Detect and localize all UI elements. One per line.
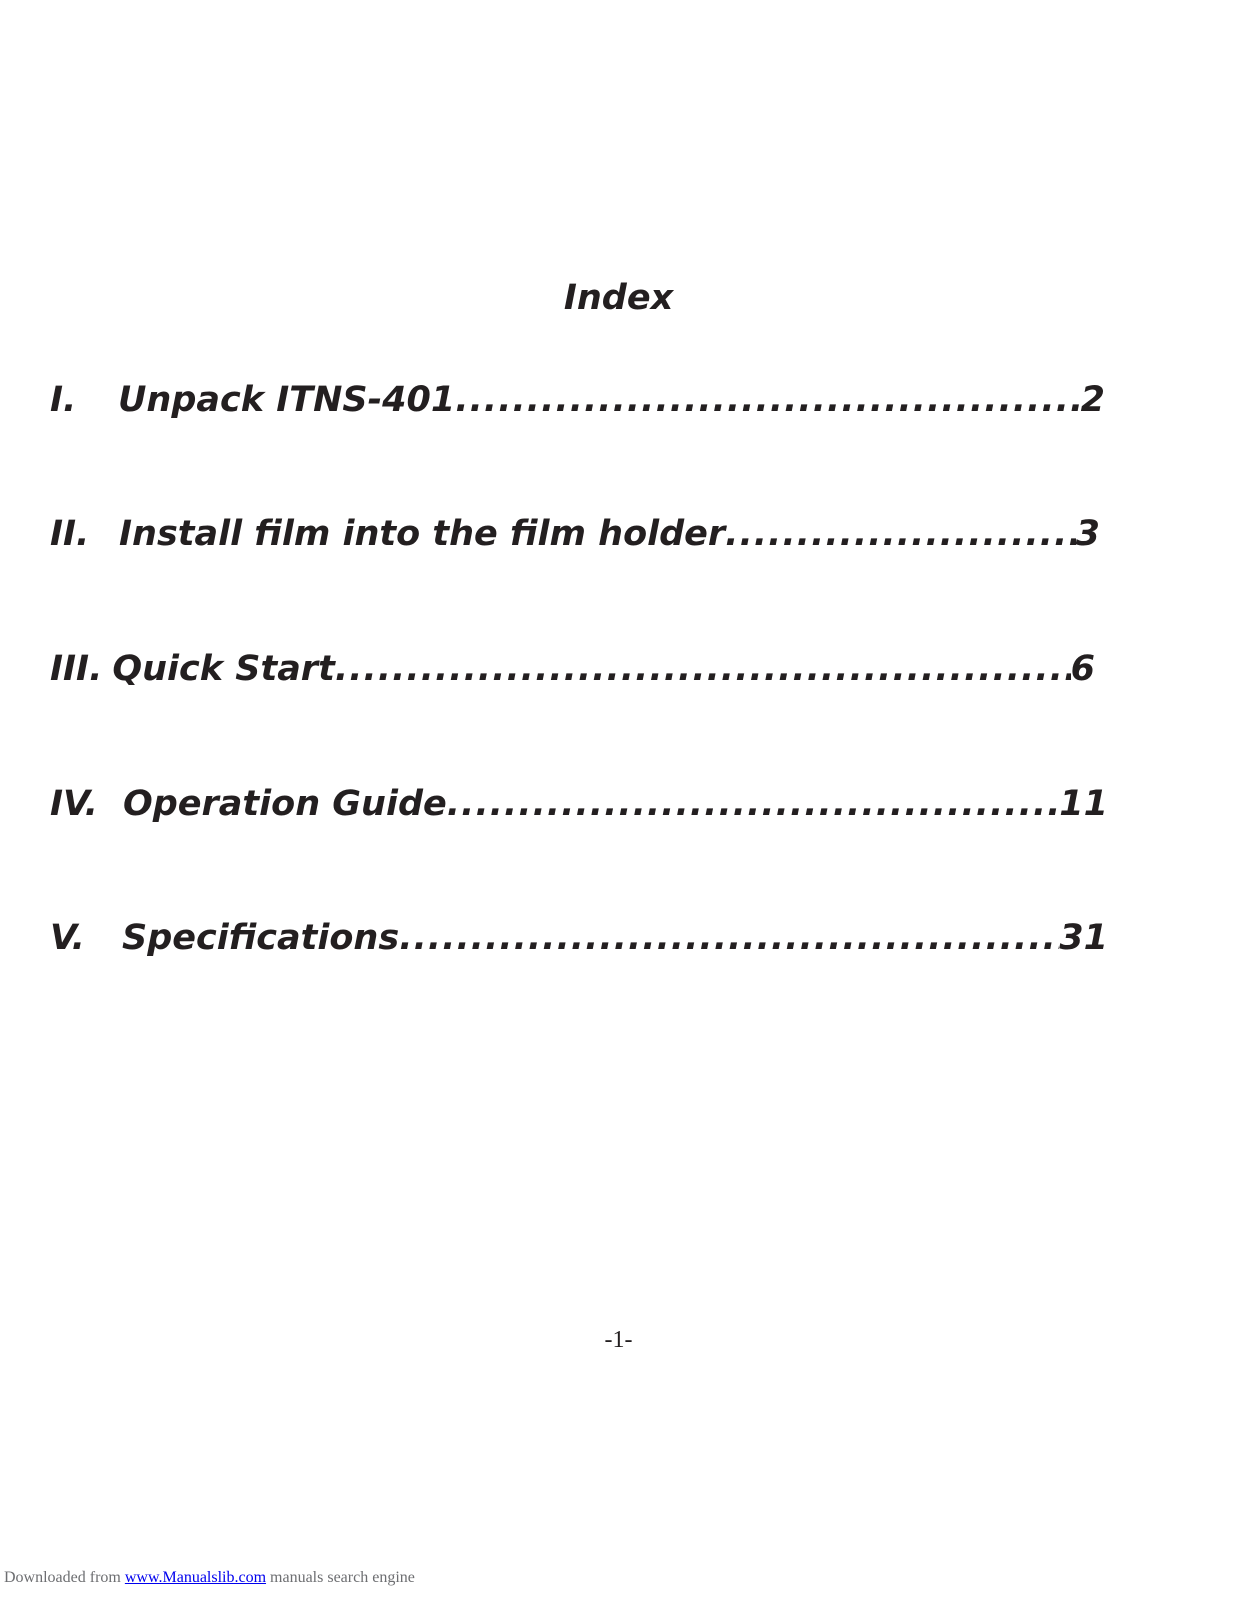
toc-numeral: IV. [50, 784, 98, 824]
toc-page-number: 2 [1080, 380, 1105, 420]
toc-label: Install film into the film holder [119, 514, 726, 554]
toc-leader-dots [335, 646, 1071, 692]
toc-label: Quick Start [112, 649, 335, 689]
toc-numeral: V. [50, 918, 85, 958]
toc-leader-dots [447, 781, 1060, 827]
toc-numeral: II. [50, 514, 90, 554]
toc-entry-quick-start [50, 646, 1095, 692]
toc-leader-dots [399, 915, 1059, 961]
toc-entry-unpack [50, 377, 1105, 423]
download-footer [4, 1568, 415, 1588]
page-number: -1- [604, 1327, 633, 1353]
toc-leader-dots [725, 511, 1075, 557]
toc-page-number: 3 [1075, 514, 1100, 554]
toc-entry-operation-guide [50, 781, 1108, 827]
toc-label: Operation Guide [123, 784, 447, 824]
footer-prefix: Downloaded from [4, 1569, 125, 1586]
toc-leader-dots [455, 377, 1080, 423]
footer-suffix: manuals search engine [266, 1569, 415, 1586]
manualslib-link[interactable]: www.Manualslib.com [124, 1569, 267, 1586]
toc-numeral: I. [50, 380, 77, 420]
toc-numeral: III. [50, 649, 103, 689]
toc-page-number: 6 [1070, 649, 1095, 689]
page-title: Index [563, 278, 674, 318]
toc-label: Specifications [122, 918, 400, 958]
toc-entry-install-film [50, 511, 1100, 557]
toc-entry-specifications [50, 915, 1108, 961]
toc-label: Unpack ITNS-401 [118, 380, 456, 420]
toc-page-number: 11 [1059, 784, 1108, 824]
toc-page-number: 31 [1059, 918, 1108, 958]
